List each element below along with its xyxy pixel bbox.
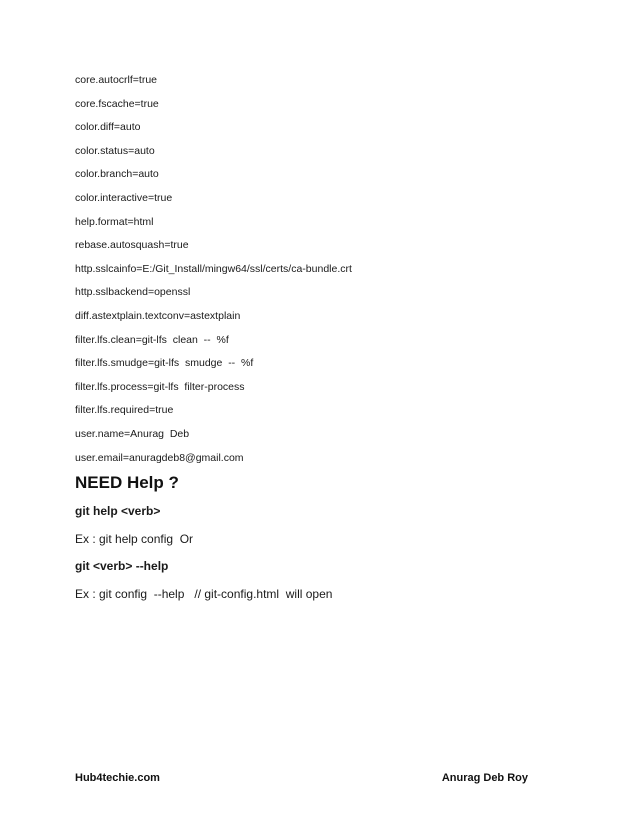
config-line: rebase.autosquash=true: [75, 239, 189, 252]
config-line: user.email=anuragdeb8@gmail.com: [75, 451, 244, 464]
config-line: filter.lfs.process=git-lfs filter-process: [75, 380, 245, 393]
config-line: user.name=Anurag Deb: [75, 427, 190, 440]
help-heading: NEED Help ?: [75, 473, 179, 492]
config-line: diff.astextplain.textconv=astextplain: [75, 309, 241, 322]
help-command-1: git help <verb>: [75, 504, 161, 518]
config-line: http.sslbackend=openssl: [75, 286, 191, 299]
config-line: color.branch=auto: [75, 168, 159, 181]
config-line: filter.lfs.smudge=git-lfs smudge -- %f: [75, 357, 254, 370]
config-line: filter.lfs.required=true: [75, 404, 174, 417]
config-line: core.autocrlf=true: [75, 74, 158, 86]
config-line: http.sslcainfo=E:/Git_Install/mingw64/ssl/certs/ca-bundle.crt: [75, 262, 352, 275]
help-command-2: git <verb> --help: [75, 559, 169, 573]
config-line: core.fscache=true: [75, 97, 159, 110]
config-line: color.diff=auto: [75, 121, 141, 134]
footer-author: Anurag Deb Roy: [441, 772, 528, 784]
config-line: help.format=html: [75, 215, 154, 228]
footer-site: Hub4techie.com: [75, 772, 160, 784]
config-list: [75, 74, 352, 475]
help-example-1: Ex : git help config Or: [75, 532, 194, 546]
config-line: color.interactive=true: [75, 191, 173, 204]
config-line: filter.lfs.clean=git-lfs clean -- %f: [75, 333, 229, 346]
help-example-2: Ex : git config --help // git-config.html will open: [75, 587, 333, 601]
config-line: color.status=auto: [75, 144, 155, 157]
